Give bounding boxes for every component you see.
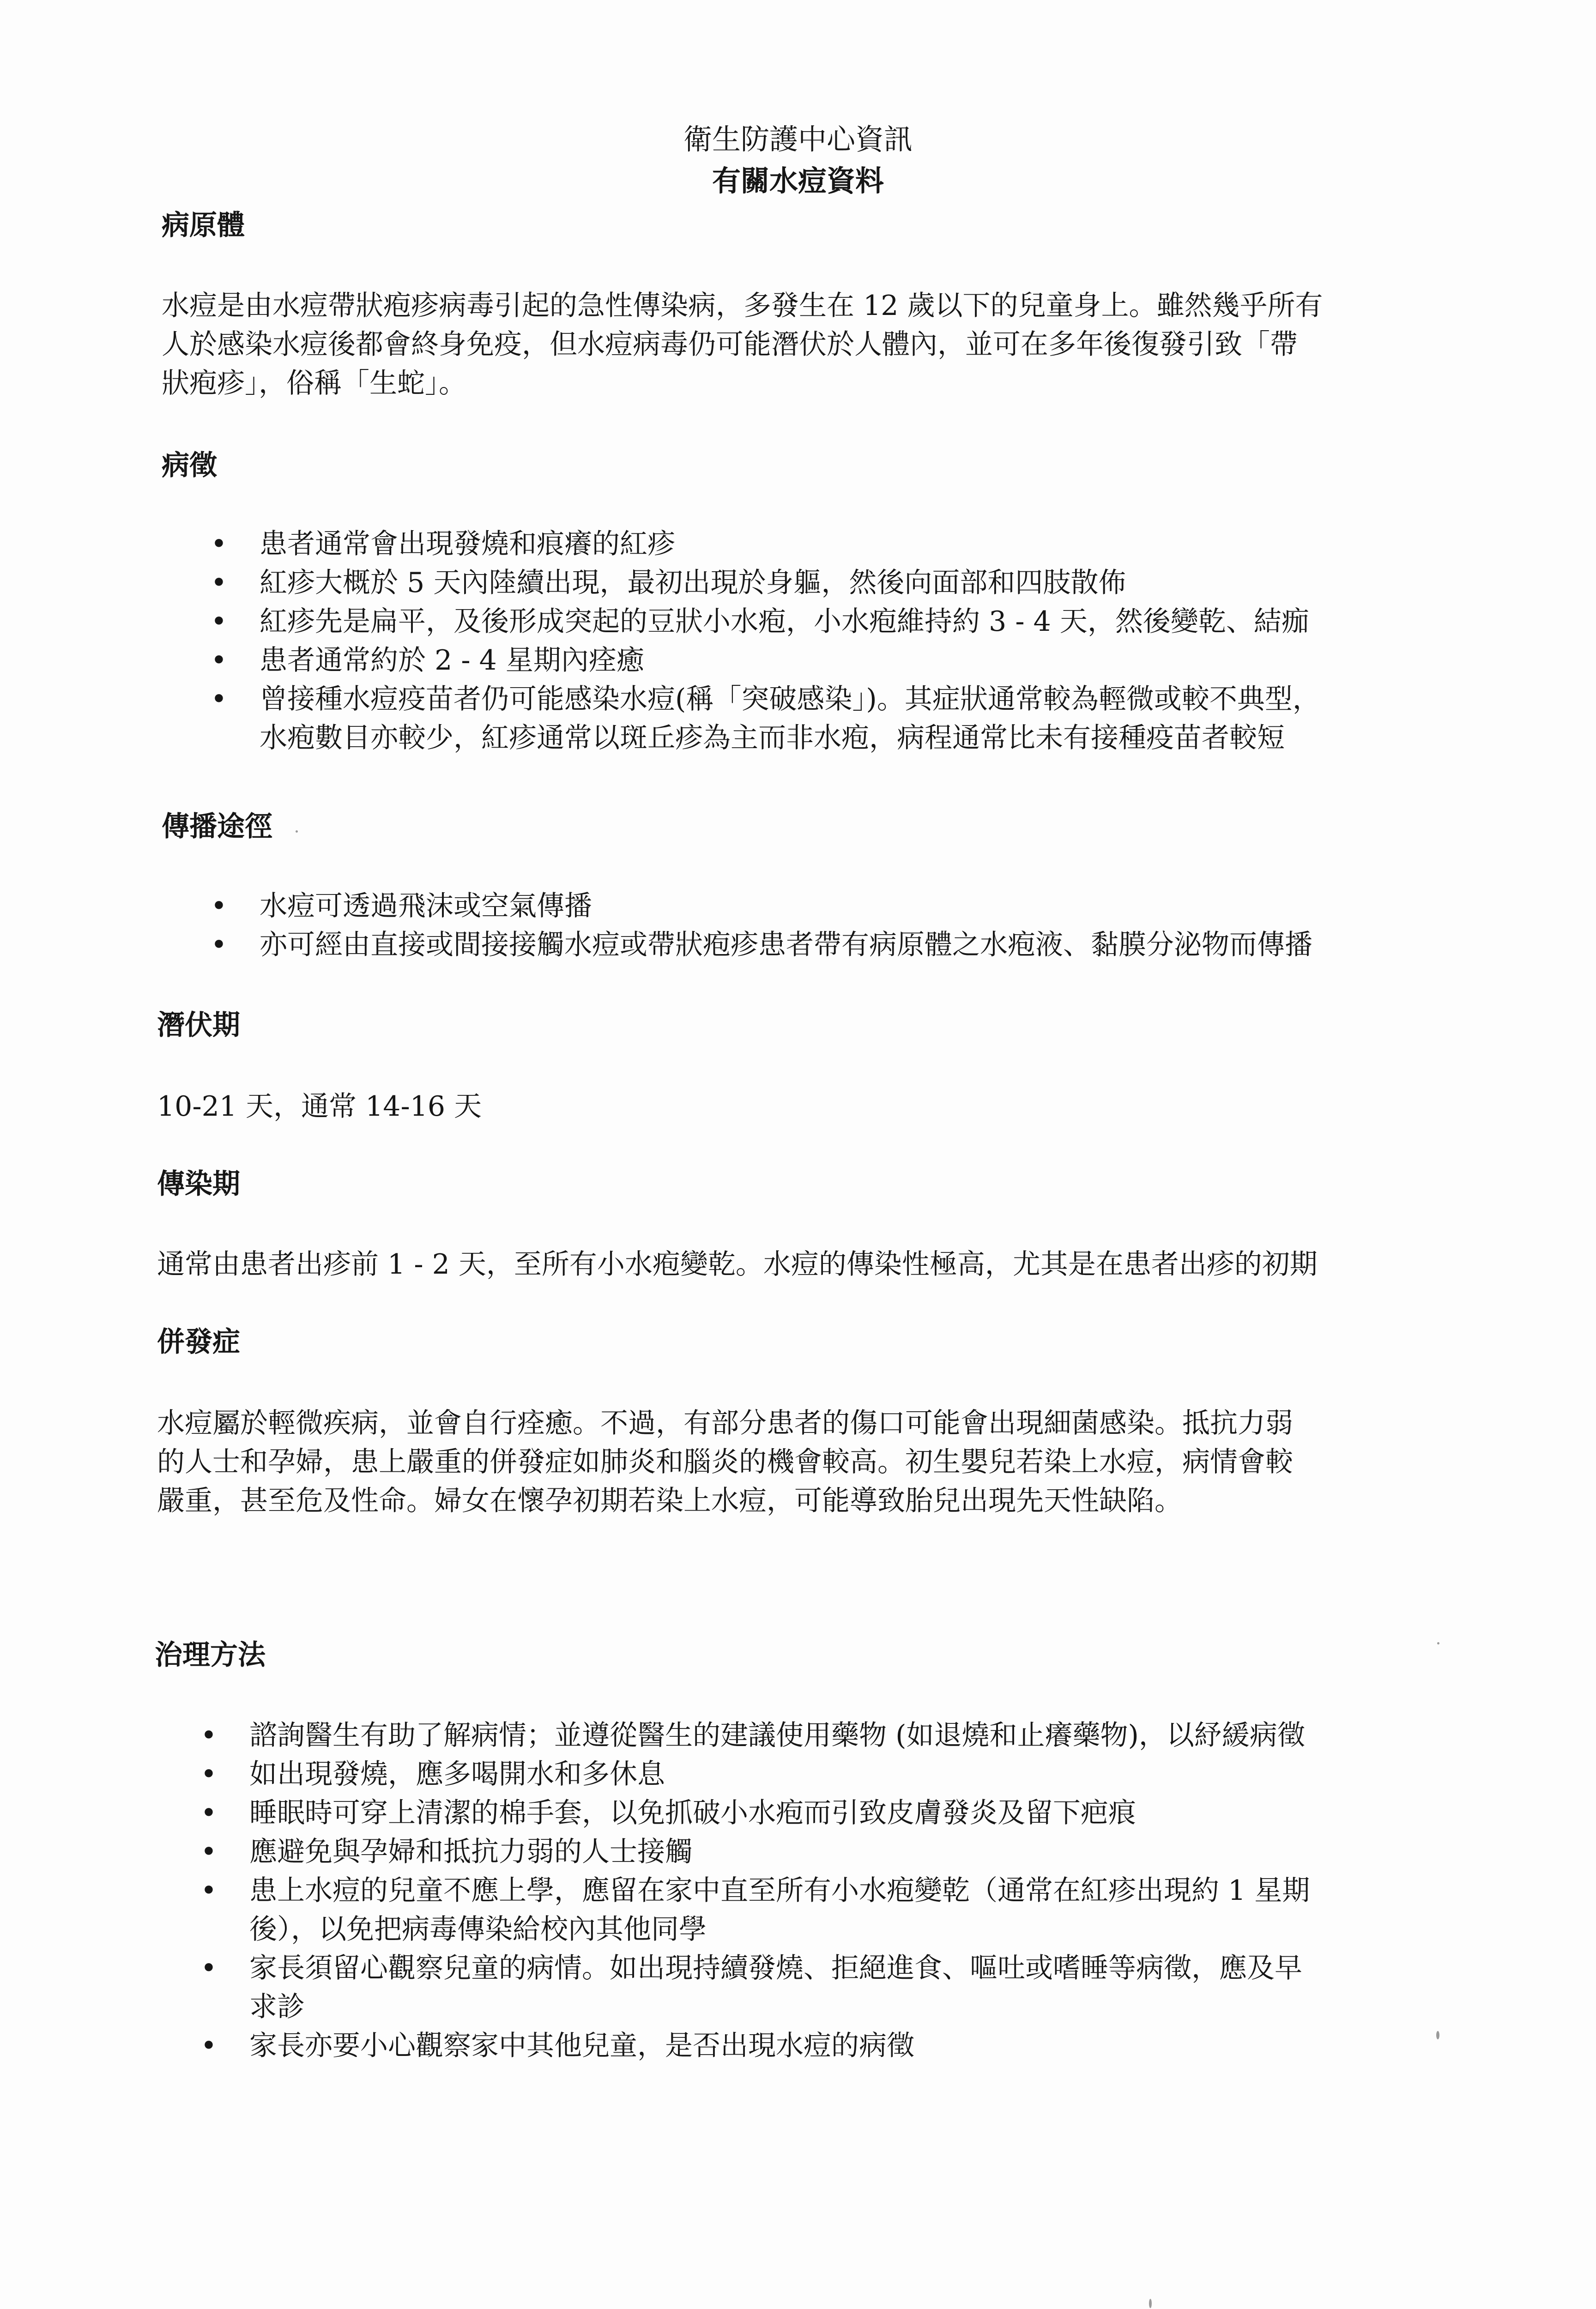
bullet-icon: • xyxy=(200,1836,217,1868)
list-item-text: 應避免與孕婦和抵抗力弱的人士接觸 xyxy=(249,1836,693,1868)
heading-incubation: 潛伏期 xyxy=(157,1009,240,1041)
list-item-text: 家長亦要小心觀察家中其他兒童，是否出現水痘的病徵 xyxy=(249,2030,914,2062)
bullet-icon: • xyxy=(211,605,227,638)
scan-speck xyxy=(1437,1642,1439,1644)
paragraph-complications xyxy=(157,1404,1293,1520)
treatment-list xyxy=(200,1716,1310,2065)
list-item xyxy=(211,602,1320,641)
bullet-icon: • xyxy=(211,929,227,961)
list-item xyxy=(211,925,1312,964)
list-item-text: 曾接種水痘疫苗者仍可能感染水痘(稱「突破感染」)。其症狀通常較為輕微或較不典型， xyxy=(260,683,1320,715)
paragraph-line: 水痘屬於輕微疾病，並會自行痊癒。不過，有部分患者的傷口可能會出現細菌感染。抵抗力弱 xyxy=(157,1407,1293,1439)
list-item xyxy=(200,1716,1310,1755)
list-item xyxy=(200,1871,1310,1949)
bullet-icon: • xyxy=(211,567,227,599)
heading-symptoms: 病徵 xyxy=(162,449,217,482)
list-item xyxy=(200,2026,1310,2065)
document-title: 衛生防護中心資訊 xyxy=(683,122,913,156)
paragraph-pathogen xyxy=(162,286,1323,403)
bullet-icon: • xyxy=(211,890,227,922)
bullet-icon: • xyxy=(200,2030,217,2062)
heading-complications: 併發症 xyxy=(157,1326,240,1358)
heading-pathogen: 病原體 xyxy=(162,209,245,242)
bullet-icon: • xyxy=(200,1952,217,1984)
paragraph-infectious-period: 通常由患者出疹前 1 - 2 天，至所有小水疱變乾。水痘的傳染性極高，尤其是在患者出疹的初期 xyxy=(157,1248,1318,1281)
paragraph-line: 狀疱疹」，俗稱「生蛇」。 xyxy=(162,367,466,399)
paragraph-line: 的人士和孕婦，患上嚴重的併發症如肺炎和腦炎的機會較高。初生嬰兒若染上水痘，病情會較 xyxy=(157,1446,1293,1478)
bullet-icon: • xyxy=(211,528,227,560)
list-item xyxy=(211,563,1320,602)
list-item-text: 患者通常約於 2 - 4 星期內痊癒 xyxy=(260,644,644,677)
list-item xyxy=(200,1755,1310,1794)
list-item-text: 求診 xyxy=(249,1991,305,2023)
list-item-text: 亦可經由直接或間接接觸水痘或帶狀疱疹患者帶有病原體之水疱液、黏膜分泌物而傳播 xyxy=(260,929,1312,961)
scan-speck xyxy=(1436,2031,1439,2039)
bullet-icon: • xyxy=(200,1758,217,1790)
bullet-icon: • xyxy=(211,644,227,677)
list-item xyxy=(200,1832,1310,1871)
list-item-text: 睡眠時可穿上清潔的棉手套，以免抓破小水疱而引致皮膚發炎及留下疤痕 xyxy=(249,1797,1136,1829)
list-item-text: 家長須留心觀察兒童的病情。如出現持續發燒、拒絕進食、嘔吐或嗜睡等病徵，應及早 xyxy=(249,1952,1302,1984)
list-item xyxy=(211,525,1320,563)
list-item xyxy=(211,680,1320,757)
list-item xyxy=(211,641,1320,680)
paragraph-incubation: 10-21 天，通常 14-16 天 xyxy=(157,1090,482,1123)
paragraph-line: 人於感染水痘後都會終身免疫，但水痘病毒仍可能潛伏於人體內，並可在多年後復發引致「帶 xyxy=(162,328,1298,361)
paragraph-line: 水痘是由水痘帶狀疱疹病毒引起的急性傳染病，多發生在 12 歲以下的兒童身上。雖然幾乎所有 xyxy=(162,290,1323,322)
list-item-text: 患者通常會出現發燒和痕癢的紅疹 xyxy=(260,528,675,560)
list-item xyxy=(200,1794,1310,1832)
scan-speck xyxy=(296,830,298,833)
list-item-text: 患上水痘的兒童不應上學，應留在家中直至所有小水疱變乾（通常在紅疹出現約 1 星期 xyxy=(249,1874,1310,1907)
list-item xyxy=(200,1949,1310,2026)
list-item-text: 水痘可透過飛沫或空氣傳播 xyxy=(260,890,592,922)
list-item-text: 如出現發燒，應多喝開水和多休息 xyxy=(249,1758,665,1790)
heading-transmission: 傳播途徑 xyxy=(162,810,272,843)
bullet-icon: • xyxy=(200,1797,217,1829)
list-item-text: 水疱數目亦較少，紅疹通常以斑丘疹為主而非水疱，病程通常比未有接種疫苗者較短 xyxy=(260,722,1285,754)
bullet-icon: • xyxy=(200,1874,217,1907)
heading-treatment: 治理方法 xyxy=(155,1639,266,1671)
list-item-text: 後），以免把病毒傳染給校內其他同學 xyxy=(249,1913,707,1946)
list-item xyxy=(211,887,1312,925)
transmission-list xyxy=(211,887,1312,964)
heading-infectious-period: 傳染期 xyxy=(157,1168,240,1200)
list-item-text: 紅疹大概於 5 天內陸續出現，最初出現於身軀，然後向面部和四肢散佈 xyxy=(260,567,1126,599)
list-item-text: 紅疹先是扁平，及後形成突起的豆狀小水疱，小水疱維持約 3 - 4 天，然後變乾、結痂 xyxy=(260,605,1309,638)
symptoms-list xyxy=(211,525,1320,757)
scan-speck xyxy=(1149,2299,1152,2308)
bullet-icon: • xyxy=(200,1719,217,1752)
paragraph-line: 嚴重，甚至危及性命。婦女在懷孕初期若染上水痘，可能導致胎兒出現先天性缺陷。 xyxy=(157,1485,1182,1517)
document-subtitle: 有關水痘資料 xyxy=(712,164,884,198)
bullet-icon: • xyxy=(211,683,227,715)
list-item-text: 諮詢醫生有助了解病情；並遵從醫生的建議使用藥物 (如退燒和止癢藥物)，以紓緩病徵 xyxy=(249,1719,1305,1752)
